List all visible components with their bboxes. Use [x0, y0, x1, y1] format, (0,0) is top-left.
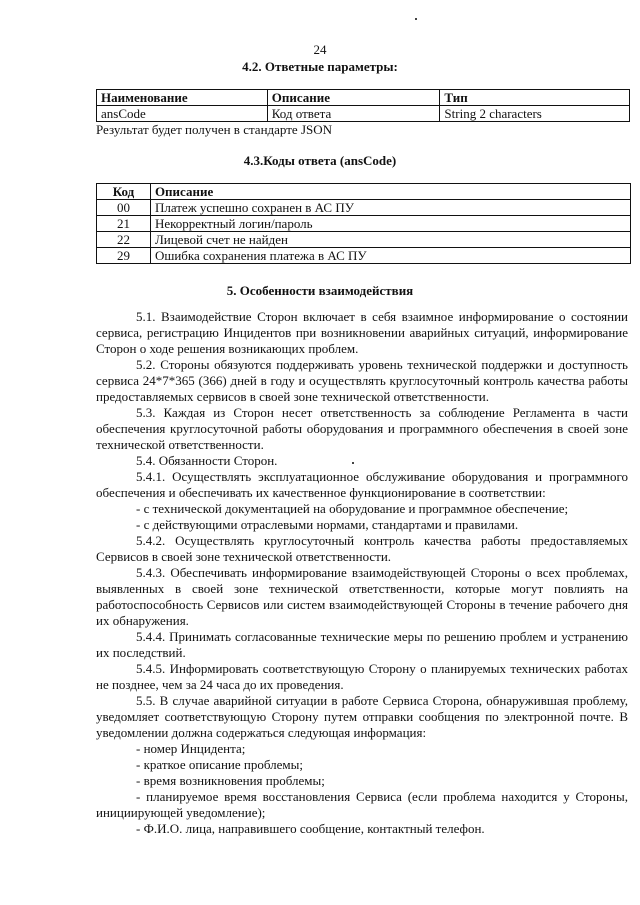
cell-description: Лицевой счет не найден: [150, 232, 630, 248]
cell-type: String 2 characters: [440, 106, 630, 122]
paragraph-5-4-4: 5.4.4. Принимать согласованные технические меры по решению проблем и устранению их последствий.: [96, 629, 628, 660]
header-name: Наименование: [97, 90, 268, 106]
list-item: - краткое описание проблемы;: [136, 757, 303, 772]
header-type: Тип: [440, 90, 630, 106]
section-5-body: [96, 309, 628, 837]
cell-description: Ошибка сохранения платежа в АС ПУ: [150, 248, 630, 264]
scan-speck: [415, 18, 417, 20]
list-item: - с действующими отраслевыми нормами, стандартами и правилами.: [136, 517, 519, 532]
paragraph-5-2: 5.2. Стороны обязуются поддерживать уровень технической поддержки и доступность сервиса 24*7*365 (366) дней в году и осуществлять круглосуточный контроль качества работы предоставляемых сервисов в своей зоне технической ответственности.: [96, 357, 628, 404]
header-description: Описание: [150, 184, 630, 200]
paragraph-5-5: 5.5. В случае аварийной ситуации в работе Сервиса Сторона, обнаружившая проблему, уведомляет соответствующую Сторону путем отправки сообщения по электронной почте. В уведомлении должна содержаться следующая информация:: [96, 693, 628, 740]
paragraph-5-4-1: 5.4.1. Осуществлять эксплуатационное обслуживание оборудования и программного обеспечения и обеспечивать их качественное функционирование в соответствии:: [96, 469, 628, 500]
list-item: - Ф.И.О. лица, направившего сообщение, контактный телефон.: [136, 821, 485, 836]
section-5-heading: 5. Особенности взаимодействия: [226, 283, 414, 298]
header-description: Описание: [267, 90, 440, 106]
table-row: [97, 200, 631, 216]
cell-description: Код ответа: [267, 106, 440, 122]
list-item: - с технической документацией на оборудование и программное обеспечение;: [136, 501, 569, 516]
table-header-row: [97, 184, 631, 200]
cell-code: 00: [97, 200, 151, 216]
list-item: - время возникновения проблемы;: [136, 773, 325, 788]
list-item: - номер Инцидента;: [136, 741, 246, 756]
response-params-table: [96, 89, 630, 122]
json-note: Результат будет получен в стандарте JSON: [96, 122, 333, 137]
cell-code: 29: [97, 248, 151, 264]
cell-description: Некорректный логин/пароль: [150, 216, 630, 232]
table-row: [97, 248, 631, 264]
section-4-2-heading: 4.2. Ответные параметры:: [242, 59, 398, 74]
cell-code: 21: [97, 216, 151, 232]
table-row: [97, 216, 631, 232]
paragraph-5-3: 5.3. Каждая из Сторон несет ответственность за соблюдение Регламента в части обеспечения круглосуточной работы оборудования и программного обеспечения в своей зоне технической ответственности.: [96, 405, 628, 452]
list-item: - планируемое время восстановления Сервиса (если проблема находится у Стороны, инициирующей уведомление);: [96, 789, 628, 820]
section-4-3-heading: 4.3.Коды ответа (ansCode): [243, 153, 397, 168]
header-code: Код: [97, 184, 151, 200]
paragraph-5-4-5: 5.4.5. Информировать соответствующую Сторону о планируемых технических работах не позднее, чем за 24 часа до их проведения.: [96, 661, 628, 692]
cell-description: Платеж успешно сохранен в АС ПУ: [150, 200, 630, 216]
cell-code: 22: [97, 232, 151, 248]
table-row: [97, 106, 630, 122]
cell-name: ansCode: [97, 106, 268, 122]
paragraph-5-4-3: 5.4.3. Обеспечивать информирование взаимодействующей Стороны о всех проблемах, выявленных в своей зоне технической ответственности, которые могут повлиять на работоспособность Сервисов или систем взаимодействующей Стороны в течение рабочего дня их обнаружения.: [96, 565, 628, 628]
page-number: 24: [313, 42, 327, 57]
response-codes-table: [96, 183, 631, 264]
table-row: [97, 232, 631, 248]
table-header-row: [97, 90, 630, 106]
paragraph-5-4-2: 5.4.2. Осуществлять круглосуточный контроль качества работы предоставляемых Сервисов в своей зоне технической ответственности.: [96, 533, 628, 564]
paragraph-5-4: 5.4. Обязанности Сторон.: [136, 453, 278, 468]
paragraph-5-1: 5.1. Взаимодействие Сторон включает в себя взаимное информирование о состоянии сервиса, регистрацию Инцидентов при возникновении аварийных ситуаций, информирование Сторон о ходе решения возникающих проблем.: [96, 309, 628, 356]
